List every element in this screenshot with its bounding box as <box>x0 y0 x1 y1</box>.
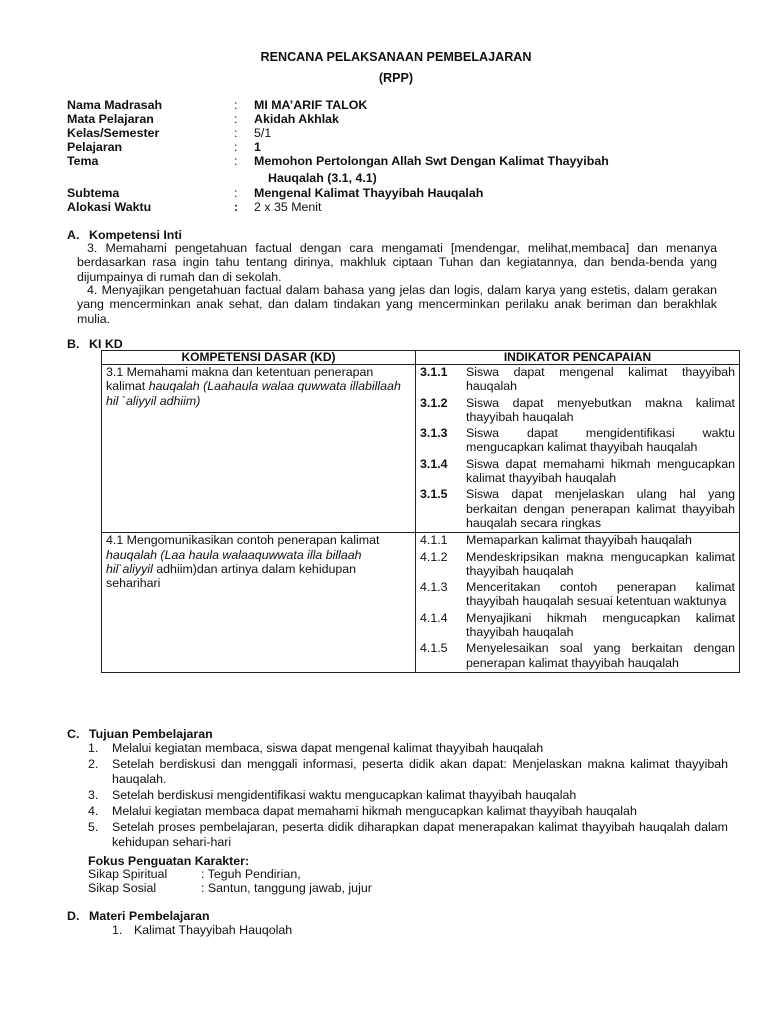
list-item: 3. Setelah berdiskusi mengidentifikasi waktu mengucapkan kalimat thayyibah hauqalah <box>88 787 577 802</box>
identity-label: Mata Pelajaran <box>67 112 154 126</box>
identity-label: Kelas/Semester <box>67 126 160 140</box>
identity-value: MI MA’ARIF TALOK <box>254 98 368 112</box>
character-focus-title: Fokus Penguatan Karakter: <box>88 854 250 868</box>
identity-label: Subtema <box>67 186 120 200</box>
identity-label: Tema <box>67 154 99 168</box>
list-item: 1. Kalimat Thayyibah Hauqolah <box>112 923 293 937</box>
list-item: 3.1.1 Siswa dapat mengenal kalimat thayyibah hauqalah <box>420 365 735 394</box>
character-focus-spiritual: Sikap Spiritual : Teguh Pendirian, <box>88 867 301 881</box>
identity-label: Pelajaran <box>67 140 123 154</box>
list-item: 4.1.5 Menyelesaikan soal yang berkaitan dengan penerapan kalimat thayyibah hauqalah <box>420 641 735 670</box>
list-item: 4.1.2 Mendeskripsikan makna mengucapkan kalimat thayyibah hauqalah <box>420 549 735 578</box>
list-item: 4.1.4 Menyajikani hikmah mengucapkan kalimat thayyibah hauqalah <box>420 610 735 640</box>
identity-value: 5/1 <box>254 126 272 140</box>
identity-value: 2 x 35 Menit <box>254 200 322 214</box>
identity-row-theme: Tema : Memohon Pertolongan Allah Swt Dengan Kalimat Thayyibah <box>67 154 609 168</box>
kd-table-header <box>102 351 740 365</box>
character-focus-social: Sikap Sosial : Santun, tanggung jawab, jujur <box>88 881 372 895</box>
ki-number: 4. <box>87 283 98 297</box>
identity-row-subject: Mata Pelajaran : Akidah Akhlak <box>67 112 339 126</box>
identity-row-class: Kelas/Semester : 5/1 <box>67 126 272 140</box>
list-item: 2. Setelah berdiskusi dan menggali informasi, peserta didik akan dapat: Menjelaskan makna kalimat thayyibah hauqalah. <box>88 757 728 786</box>
ki-text: Memahami pengetahuan factual dengan cara mengamati [mendengar, melihat,membaca] dan menanya berdasarkan rasa ingin tahu tentang dirinya, makhluk ciptaan Tuhan dan kegiatannya, dan benda-benda yang dijumpainya di rumah dan di sekolah. <box>77 241 717 284</box>
identity-row-theme-cont <box>67 171 707 185</box>
kd-cell: 3.1 Memahami makna dan ketentuan penerapan kalimat hauqalah (Laahaula walaa quwwata illabillaah hil `aliyyil adhiim) <box>102 365 416 533</box>
indicator-cell <box>416 365 740 533</box>
list-item: 3.1.4 Siswa dapat memahami hikmah mengucapkan kalimat thayyibah hauqalah <box>420 456 735 486</box>
identity-value-continued: Hauqalah (3.1, 4.1) <box>268 171 377 185</box>
document-title: RENCANA PELAKSANAAN PEMBELAJARAN <box>260 50 532 64</box>
section-d-heading: D. Materi Pembelajaran <box>67 909 210 923</box>
identity-row-subtheme: Subtema : Mengenal Kalimat Thayyibah Hauqalah <box>67 186 484 200</box>
kd-table <box>101 350 740 673</box>
identity-value: 1 <box>254 140 261 154</box>
indicator-cell <box>416 533 740 673</box>
section-b-heading: B. KI KD <box>67 337 123 351</box>
table-row <box>102 365 740 533</box>
section-c-heading: C. Tujuan Pembelajaran <box>67 727 213 741</box>
objectives-list <box>88 741 728 849</box>
list-item: 4. Melalui kegiatan membaca dapat memahami hikmah mengucapkan kalimat thayyibah hauqalah <box>88 804 637 819</box>
list-item: 1. Melalui kegiatan membaca, siswa dapat mengenal kalimat thayyibah hauqalah <box>88 741 544 755</box>
ki-number: 3. <box>87 241 98 255</box>
list-item: 3.1.2 Siswa dapat menyebutkan makna kalimat thayyibah hauqalah <box>420 395 735 424</box>
identity-row-lesson: Pelajaran : 1 <box>67 140 261 154</box>
indicator-column-header: INDIKATOR PENCAPAIAN <box>416 351 740 365</box>
identity-value: Memohon Pertolongan Allah Swt Dengan Kalimat Thayyibah <box>254 154 609 168</box>
list-item: 3.1.5 Siswa dapat menjelaskan ulang hal yang berkaitan dengan penerapan kalimat thayyibah hauqalah secara ringkas <box>420 487 735 530</box>
section-a-heading: A. Kompetensi Inti <box>67 228 182 242</box>
kd-cell: 4.1 Mengomunikasikan contoh penerapan kalimat hauqalah (Laa haula walaaquwwata illa billaah hil`aliyyil adhiim)dan artinya dalam kehidupan seharihari <box>102 533 416 673</box>
identity-label: Nama Madrasah <box>67 98 163 112</box>
list-item: 4.1.1 Memaparkan kalimat thayyibah hauqalah <box>420 533 692 548</box>
identity-value: Mengenal Kalimat Thayyibah Hauqalah <box>254 186 484 200</box>
list-item: 3.1.3 Siswa dapat mengidentifikasi waktu mengucapkan kalimat thayyibah hauqalah <box>420 426 735 455</box>
document-subtitle: (RPP) <box>378 71 414 85</box>
identity-row-school: Nama Madrasah : MI MA’ARIF TALOK <box>67 98 368 112</box>
list-item: 5. Setelah proses pembelajaran, peserta didik diharapkan dapat menerapakan kalimat thayyibah hauqalah dalam kehidupan sehari-hari <box>88 820 728 849</box>
ki-text: Menyajikan pengetahuan factual dalam bahasa yang jelas dan logis, dalam karya yang estetis, dalam gerakan yang mencerminkan anak sehat, dan dalam tindakan yang mencerminkan perilaku anak beriman dan berakhlak mulia. <box>77 283 717 326</box>
identity-row-time: Alokasi Waktu : 2 x 35 Menit <box>67 200 322 214</box>
identity-value: Akidah Akhlak <box>254 112 339 126</box>
table-row <box>102 533 740 673</box>
identity-label: Alokasi Waktu <box>67 200 152 214</box>
list-item: 4.1.3 Menceritakan contoh penerapan kalimat thayyibah hauqalah sesuai ketentuan waktunya <box>420 580 735 609</box>
kd-column-header: KOMPETENSI DASAR (KD) <box>102 351 416 365</box>
